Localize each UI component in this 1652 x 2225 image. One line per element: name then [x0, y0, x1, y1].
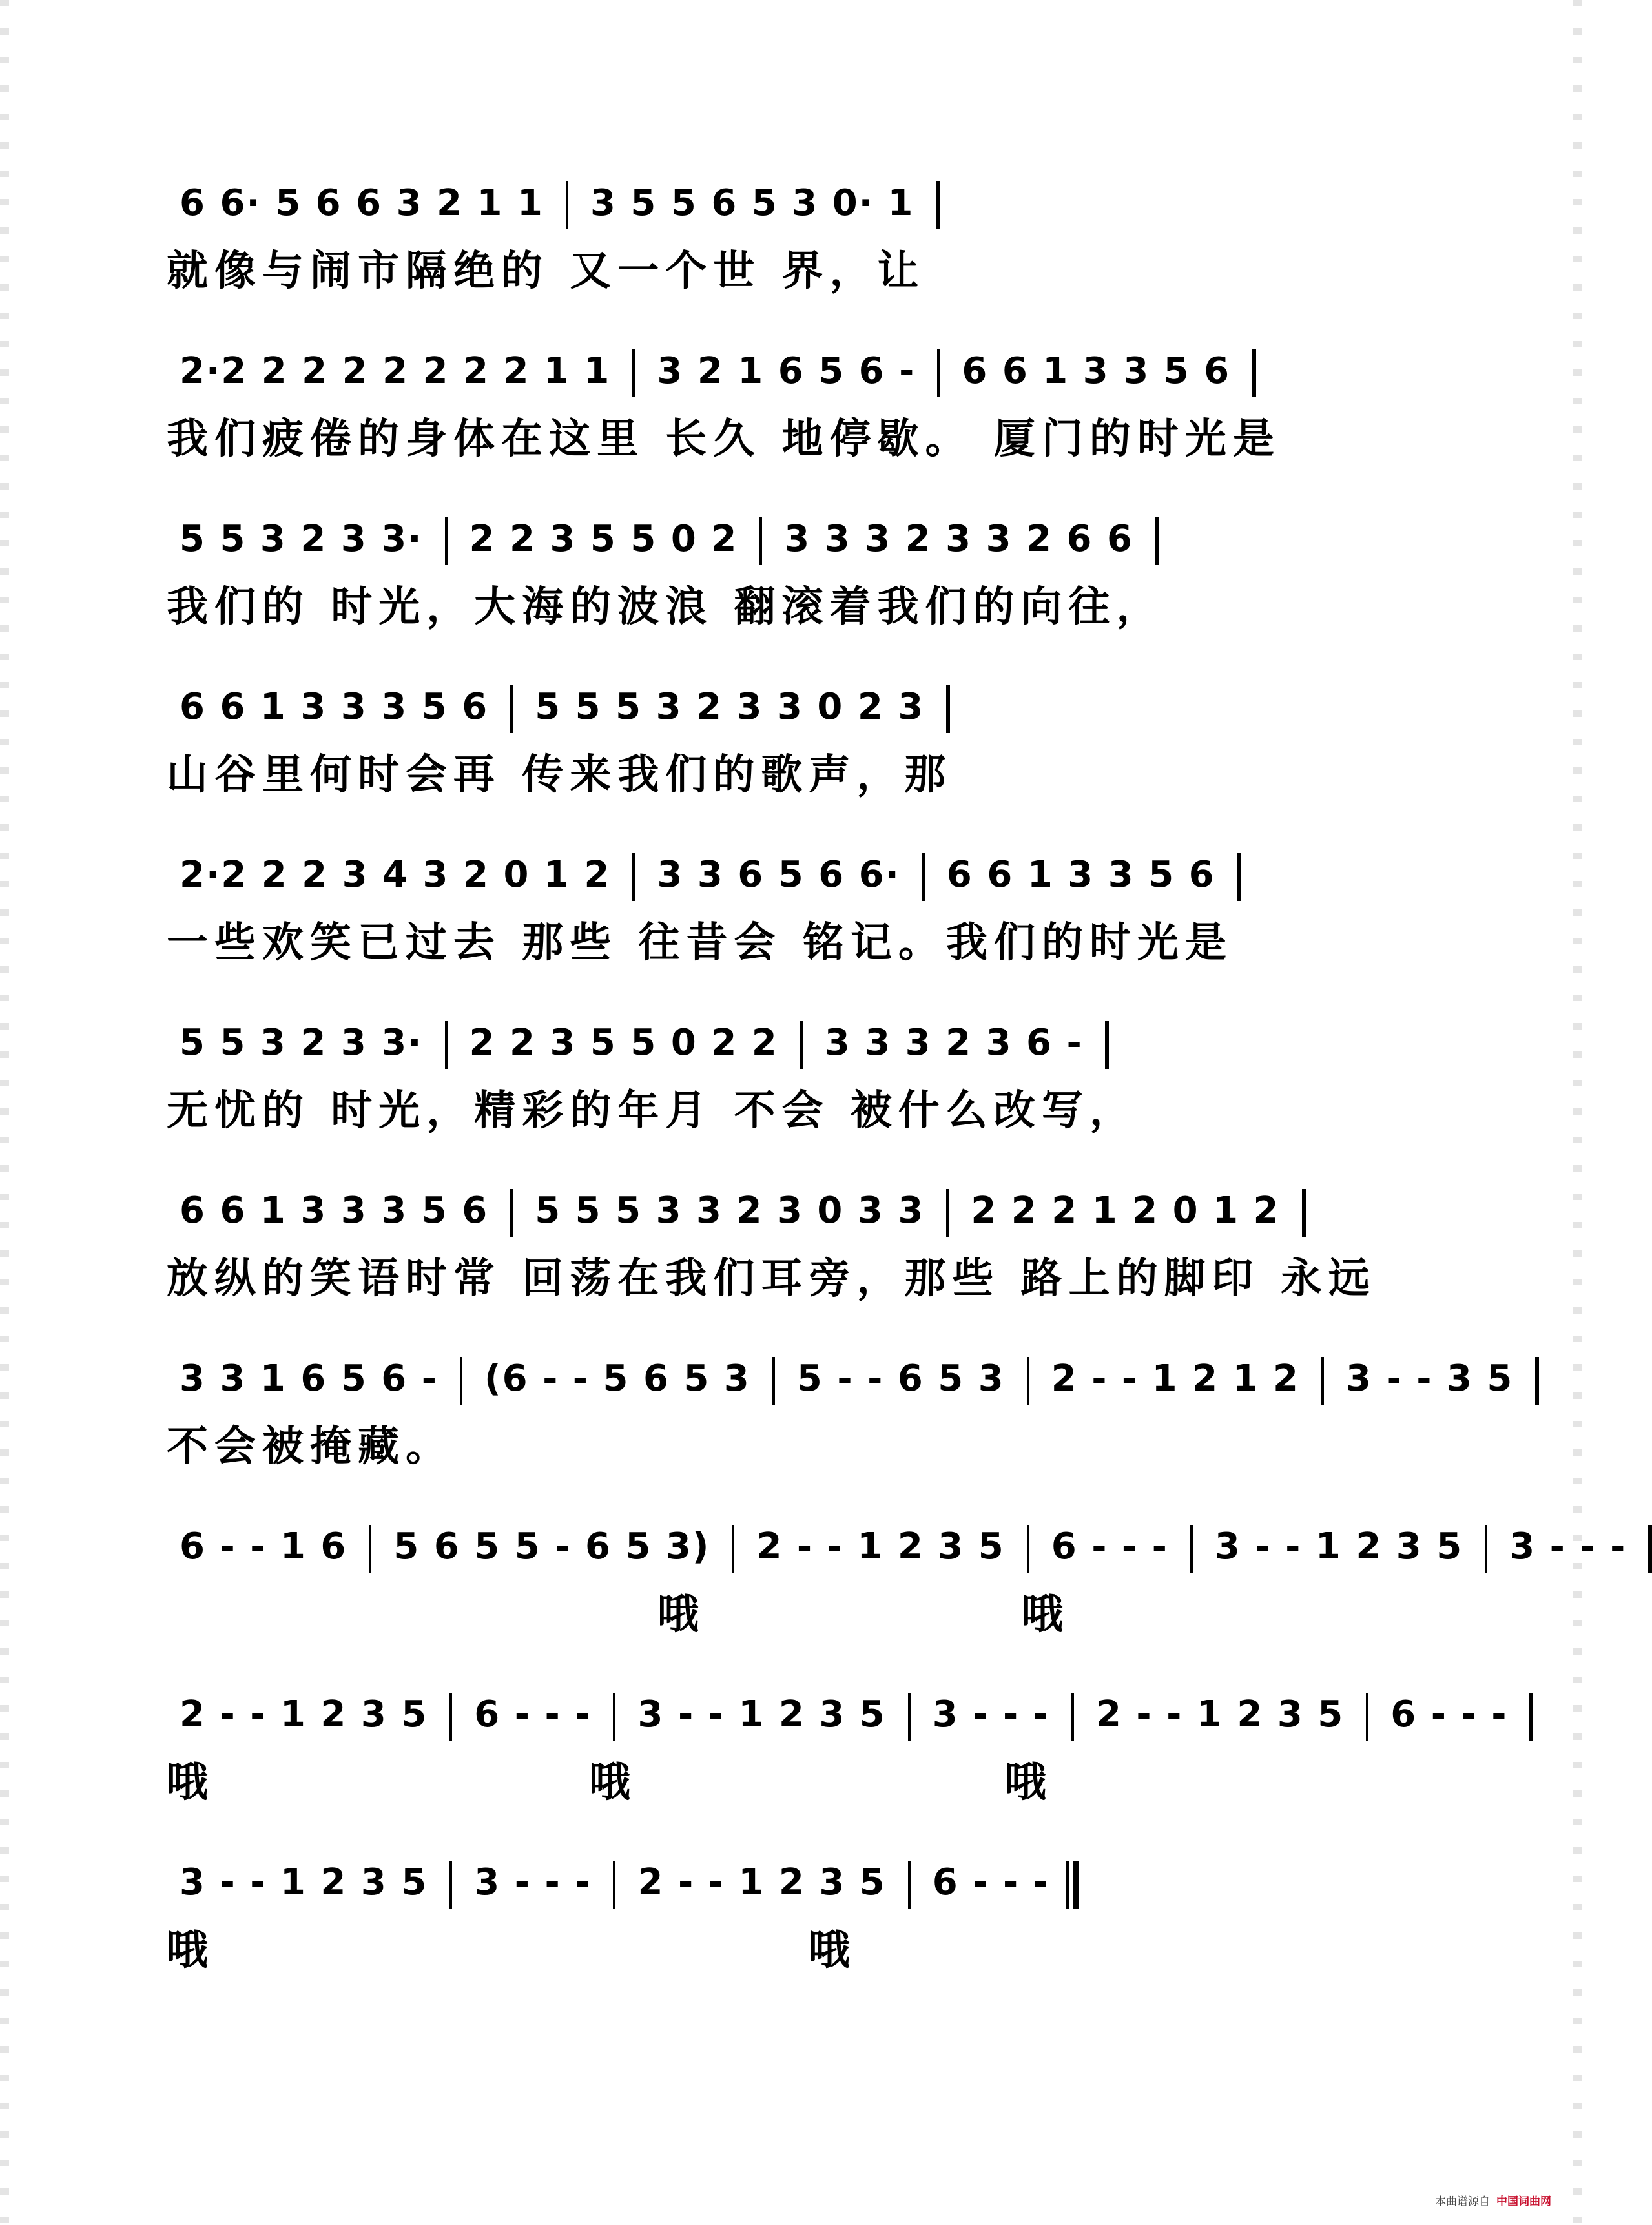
measure: 2·2 2 2 3 4 3 2 0 1 2 — [180, 854, 611, 896]
lyric-text: 就像与闹市隔绝的 又一个世 界，让 — [167, 247, 925, 295]
barline — [1366, 1693, 1368, 1741]
barline — [1648, 1525, 1652, 1573]
barline — [800, 1021, 803, 1069]
notes-row — [167, 846, 1426, 904]
measure: 2 - - 1 2 3 5 — [1095, 1693, 1345, 1735]
lyric-text: 山谷里何时会再 传来我们的歌声，那 — [167, 750, 953, 799]
lyric-text: 放纵的笑语时常 回荡在我们耳旁，那些 路上的脚印 永远 — [167, 1254, 1376, 1303]
measure: 2 2 3 5 5 0 2 2 — [469, 1022, 778, 1064]
lyric-text: 不会被掩藏。 — [167, 1422, 453, 1471]
notes-row — [167, 510, 1426, 568]
source-label: 本曲谱源自 — [1435, 2195, 1490, 2208]
notes-row — [167, 1686, 1508, 1744]
barline — [936, 181, 940, 229]
barline — [946, 685, 950, 733]
source-footer — [1435, 2195, 1551, 2209]
measure: 2 - - 1 2 1 2 — [1051, 1358, 1300, 1400]
barline — [445, 517, 448, 565]
measure: 3 - - 3 5 — [1346, 1358, 1514, 1400]
measure: 3 5 5 6 5 3 0· 1 — [590, 182, 914, 224]
barline — [772, 1357, 775, 1405]
barline — [449, 1861, 452, 1909]
measure: 6 - - - — [474, 1693, 592, 1735]
site-logo-text[interactable]: 中国词曲网 — [1496, 2195, 1551, 2208]
measure: 3 3 3 2 3 6 - — [824, 1022, 1083, 1064]
lyric-text: 我们的 时光，大海的波浪 翻滚着我们的向往， — [167, 583, 1164, 631]
barline — [1105, 1021, 1109, 1069]
barline — [445, 1021, 448, 1069]
notes-row — [167, 678, 1426, 736]
barline — [1190, 1525, 1193, 1573]
notes-row — [167, 174, 1426, 233]
barline — [1027, 1357, 1029, 1405]
measure: 3 2 1 6 5 6 - — [657, 350, 916, 392]
barline — [613, 1693, 615, 1741]
barline — [1252, 349, 1256, 397]
lyrics-row — [167, 1757, 1426, 1808]
measure: 6 6 1 3 3 5 6 — [946, 854, 1215, 896]
lyric-text: 我们疲倦的身体在这里 长久 地停歇。 厦门的时光是 — [167, 415, 1281, 463]
measure: 2 - - 1 2 3 5 — [637, 1861, 886, 1903]
notes-row — [167, 1854, 1426, 1912]
lyric-text: 一些欢笑已过去 那些 往昔会 铭记。我们的时光是 — [167, 918, 1233, 967]
lyric-text: 哦 — [589, 1758, 637, 1806]
notes-row — [167, 1518, 1627, 1576]
barline — [510, 685, 513, 733]
barline — [1535, 1357, 1539, 1405]
lyric-text: 哦 — [1022, 1590, 1069, 1639]
measure: 3 - - - — [1509, 1526, 1627, 1568]
barline — [1237, 853, 1241, 901]
measure: 5 - - 6 5 3 — [796, 1358, 1005, 1400]
barline — [369, 1525, 371, 1573]
measure: 2 - - 1 2 3 5 — [756, 1526, 1005, 1568]
lyrics-row — [167, 1421, 1426, 1473]
barline — [1529, 1693, 1533, 1741]
lyric-text: 哦 — [657, 1590, 705, 1639]
right-border-decoration — [1573, 0, 1582, 2225]
measure: 2·2 2 2 2 2 2 2 2 1 1 — [180, 350, 611, 392]
barline — [632, 853, 635, 901]
lyric-text: 哦 — [167, 1926, 214, 1974]
measure: 5 5 5 3 3 2 3 0 3 3 — [535, 1190, 925, 1232]
measure: 3 - - 1 2 3 5 — [1214, 1526, 1463, 1568]
measure: 2 2 2 1 2 0 1 2 — [971, 1190, 1280, 1232]
barline — [1321, 1357, 1324, 1405]
measure: 3 3 1 6 5 6 - — [180, 1358, 439, 1400]
barline — [937, 349, 940, 397]
barline — [632, 349, 635, 397]
measure: 5 5 3 2 3 3· — [180, 518, 423, 560]
final-barline — [1066, 1861, 1079, 1909]
lyrics-row — [167, 1085, 1426, 1137]
measure: 6 6· 5 6 6 3 2 1 1 — [180, 182, 544, 224]
lyrics-row — [167, 245, 1426, 297]
measure: 5 5 5 3 2 3 3 0 2 3 — [535, 686, 925, 728]
barline — [1071, 1693, 1074, 1741]
barline — [510, 1189, 513, 1237]
lyric-text: 哦 — [1005, 1758, 1053, 1806]
measure: 3 3 6 5 6 6· — [657, 854, 900, 896]
measure: 3 - - - — [474, 1861, 592, 1903]
measure: 6 6 1 3 3 3 5 6 — [180, 686, 489, 728]
measure: 6 6 1 3 3 3 5 6 — [180, 1190, 489, 1232]
measure: 6 - - 1 6 — [180, 1526, 347, 1568]
measure: 2 - - 1 2 3 5 — [180, 1693, 428, 1735]
notes-row — [167, 342, 1426, 400]
barline — [908, 1693, 911, 1741]
lyrics-row — [167, 749, 1426, 801]
measure: 6 - - - — [932, 1861, 1049, 1903]
measure: 3 - - 1 2 3 5 — [637, 1693, 886, 1735]
measure: 3 - - - — [932, 1693, 1049, 1735]
lyrics-row — [167, 413, 1426, 465]
measure: 6 6 1 3 3 5 6 — [962, 350, 1231, 392]
left-border-decoration — [0, 0, 9, 2225]
lyrics-row — [167, 1589, 1426, 1640]
notes-row — [167, 1014, 1426, 1072]
notes-row — [167, 1182, 1426, 1240]
measure: 6 - - - — [1051, 1526, 1168, 1568]
barline — [759, 517, 762, 565]
barline — [613, 1861, 615, 1909]
barline — [1155, 517, 1159, 565]
barline — [1302, 1189, 1306, 1237]
measure: 3 - - 1 2 3 5 — [180, 1861, 428, 1903]
measure: (6 - - 5 6 5 3 — [484, 1358, 750, 1400]
lyrics-row — [167, 581, 1426, 633]
barline — [908, 1861, 911, 1909]
barline — [566, 181, 568, 229]
notes-row — [167, 1350, 1514, 1408]
barline — [922, 853, 925, 901]
lyric-text: 无忧的 时光，精彩的年月 不会 被什么改写， — [167, 1086, 1137, 1135]
measure: 6 - - - — [1390, 1693, 1508, 1735]
measure: 3 3 3 2 3 3 2 6 6 — [784, 518, 1133, 560]
lyric-text: 哦 — [167, 1758, 214, 1806]
barline — [1485, 1525, 1487, 1573]
measure: 5 5 3 2 3 3· — [180, 1022, 423, 1064]
barline — [732, 1525, 734, 1573]
barline — [449, 1693, 452, 1741]
measure: 5 6 5 5 - 6 5 3) — [393, 1526, 710, 1568]
lyrics-row — [167, 917, 1426, 969]
lyrics-row — [167, 1925, 1426, 1976]
barline — [1027, 1525, 1029, 1573]
barline — [460, 1357, 462, 1405]
measure: 2 2 3 5 5 0 2 — [469, 518, 738, 560]
lyrics-row — [167, 1253, 1426, 1305]
barline — [946, 1189, 949, 1237]
lyric-text: 哦 — [809, 1926, 856, 1974]
